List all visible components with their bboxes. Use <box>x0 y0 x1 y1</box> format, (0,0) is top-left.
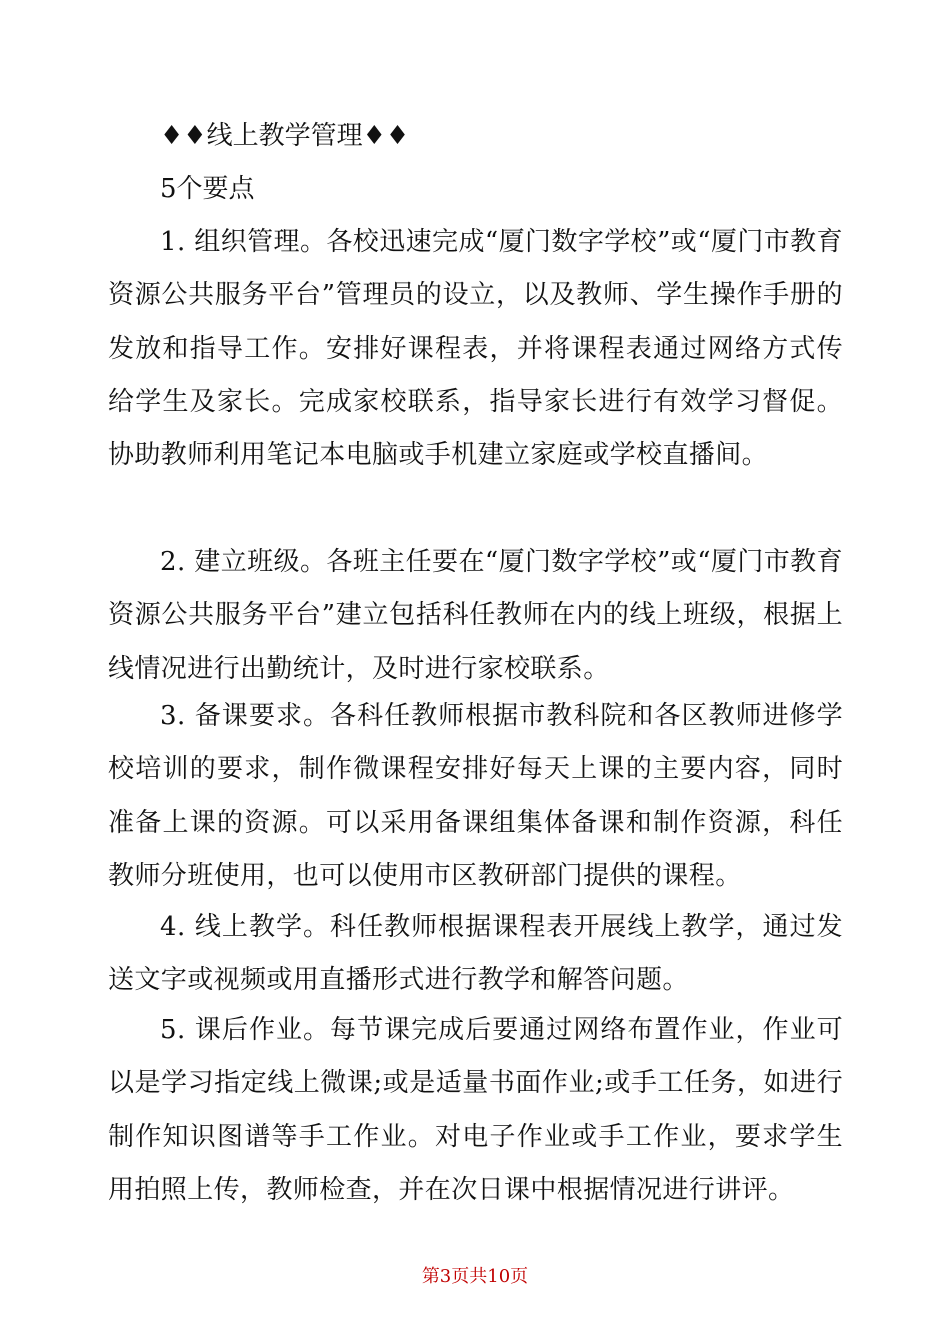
page-number-footer: 第3页共10页 <box>421 1266 529 1287</box>
paragraph-online-teaching: 4. 线上教学。科任教师根据课程表开展线上教学，通过发送文字或视频或用直播形式进行教学和解答问题。 <box>108 912 843 996</box>
paragraph-organization: 1. 组织管理。各校迅速完成“厦门数字学校”或“厦门市教育资源公共服务平台”管理员的设立，以及教师、学生操作手册的发放和指导工作。安排好课程表，并将课程表通过网络方式传给学生及家长。完成家校联系，指导家长进行有效学习督促。协助教师利用笔记本电脑或手机建立家庭或学校直播间。 <box>108 227 843 471</box>
paragraph-homework: 5. 课后作业。每节课完成后要通过网络布置作业，作业可以是学习指定线上微课;或是适量书面作业;或手工任务，如进行制作知识图谱等手工作业。对电子作业或手工作业，要求学生用拍照上传，教师检查，并在次日课中根据情况进行讲评。 <box>108 1015 843 1205</box>
section-heading: ♦♦线上教学管理♦♦ <box>160 121 410 151</box>
paragraph-lesson-prep: 3. 备课要求。各科任教师根据市教科院和各区教师进修学校培训的要求，制作微课程安排好每天上课的主要内容，同时准备上课的资源。可以采用备课组集体备课和制作资源，科任教师分班使用，也可以使用市区教研部门提供的课程。 <box>108 701 843 891</box>
paragraph-class-setup: 2. 建立班级。各班主任要在“厦门数字学校”或“厦门市教育资源公共服务平台”建立包括科任教师在内的线上班级，根据上线情况进行出勤统计，及时进行家校联系。 <box>108 547 843 684</box>
section-subheading: 5个要点 <box>160 174 255 204</box>
